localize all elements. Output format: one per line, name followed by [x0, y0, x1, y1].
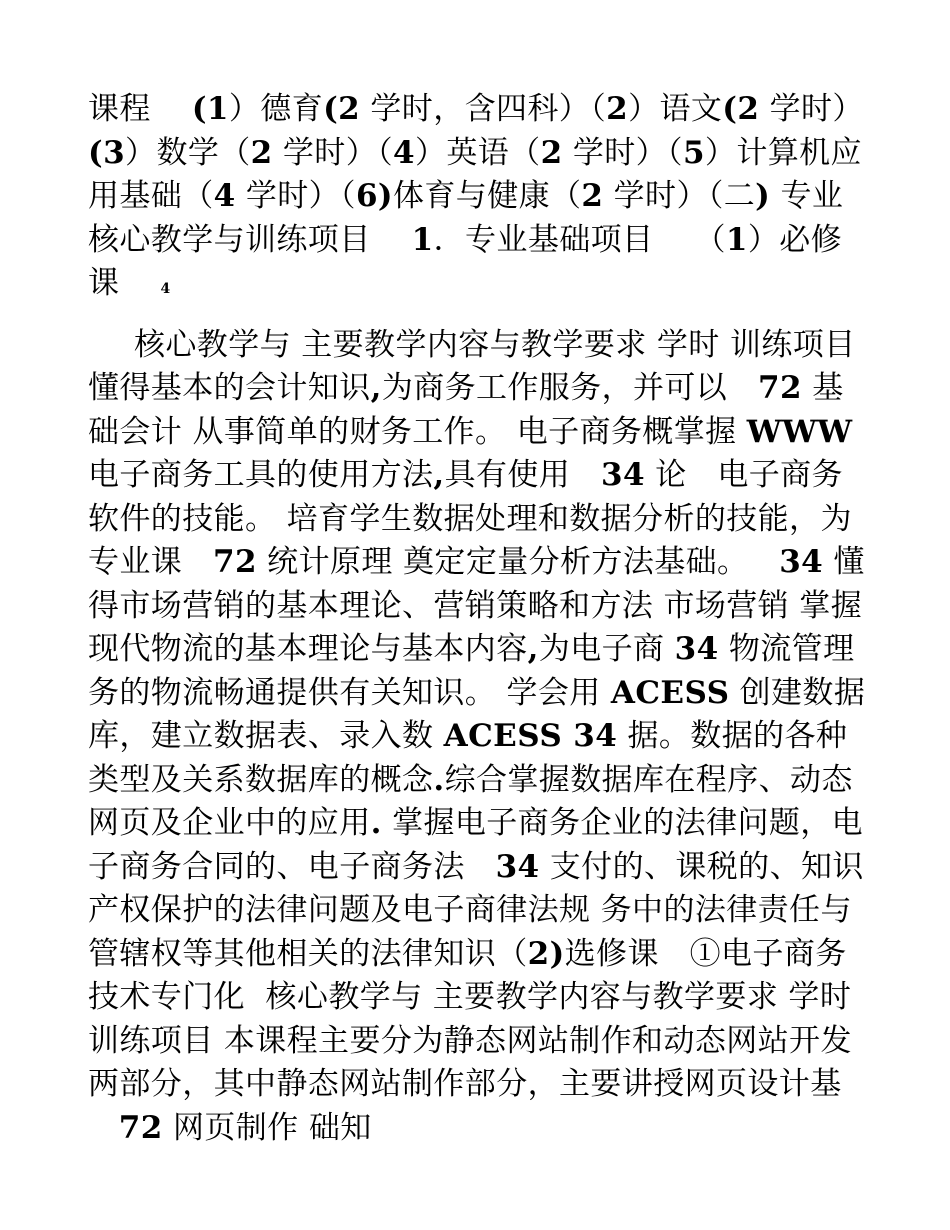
text-run: 电子商务软件的技能。 培育学生数据处理和数据分析的技能，为专业课	[88, 457, 852, 580]
bold-text-run: 72	[757, 370, 802, 406]
text-run: 学时）（	[235, 178, 356, 214]
bold-text-run: .	[370, 805, 382, 841]
text-gap	[570, 457, 601, 493]
bold-text-run: WWW	[746, 413, 853, 450]
text-run: ．专业基础项目	[433, 221, 654, 258]
text-gap	[727, 370, 758, 406]
bold-text-run: ,	[527, 631, 539, 667]
text-run: ①电子商务技术专门化	[88, 935, 847, 1015]
bold-text-run: 34	[674, 631, 719, 667]
text-gap	[465, 849, 496, 885]
bold-text-run: 5	[682, 134, 705, 171]
bold-text-run: 2	[250, 134, 273, 171]
text-run: 网页制作 础知	[162, 1109, 372, 1146]
text-run: 核心教学与 主要教学内容与教学要求 学时 训练项目 懂得基本的会计知识	[88, 326, 856, 406]
text-run: 电子商务工具的使用方法	[88, 457, 434, 493]
paragraph-course-list	[88, 88, 868, 312]
text-run: 体育与健康（	[393, 178, 582, 214]
bold-text-run: 4	[393, 134, 415, 171]
bold-text-run: 34	[600, 457, 645, 493]
bold-text-run: 1	[411, 221, 434, 258]
text-gap	[748, 544, 779, 580]
text-run: 懂得市场营销的基本理论、营销策略和方法 市场营销 掌握现代物流的基本理论与基本内容	[88, 544, 865, 667]
text-gap	[151, 91, 192, 127]
bold-text-run: 34	[779, 544, 824, 580]
bold-text-run: ACESS	[610, 674, 730, 711]
text-gap	[245, 979, 266, 1015]
text-run: 具有使用	[444, 457, 571, 493]
text-run: ）数学（	[125, 134, 251, 171]
text-run: 课程	[88, 91, 151, 127]
text-run: 综合掌握数据库在程序、动态网页及企业中的应用	[88, 761, 853, 841]
text-run: 学时，含四科）（	[360, 91, 607, 127]
bold-text-run: 72	[118, 1109, 163, 1146]
text-gap	[659, 936, 690, 972]
text-gap	[88, 1110, 119, 1146]
text-run: 创建数据库，建立数据表、录入数	[88, 674, 866, 754]
text-run: 掌握电子商务企业的法律问题，电子商务合同的、电子商务法	[88, 805, 864, 885]
text-run: 论	[644, 457, 687, 493]
paragraph-core-teaching	[88, 324, 868, 1151]
bold-text-run: ,	[433, 457, 445, 493]
text-run: （	[694, 221, 726, 258]
text-run: 学时）（	[562, 134, 683, 171]
text-gap	[119, 265, 160, 301]
bold-text-run: 34	[495, 848, 540, 885]
text-run: 统计原理 奠定定量分析方法基础。	[256, 544, 749, 580]
text-gap	[687, 457, 718, 493]
bold-text-run: 2	[581, 178, 604, 214]
text-run: ）德育	[228, 91, 324, 127]
bold-text-run: 72	[212, 544, 257, 580]
text-gap	[371, 222, 412, 258]
text-run: ）必修课	[88, 221, 843, 301]
text-run: 基础会计 从事简单的财务工作。 电子商务概掌握	[88, 370, 844, 450]
text-run: 专业核心教学与训练项目	[88, 178, 844, 258]
bold-text-run: 2	[606, 91, 629, 127]
bold-text-run: .	[433, 761, 445, 798]
bold-text-run: ,	[370, 370, 382, 406]
text-run: 为电子商	[538, 631, 675, 667]
bold-text-run: (2	[323, 91, 361, 127]
bold-text-run: 4	[213, 178, 236, 214]
text-run: 学时）	[759, 91, 864, 127]
text-run: 支付的、课税的、知识产权保护的法律问题及电子商律法规 务中的法律责任与管辖权等其他相关的法律知识（	[88, 848, 864, 972]
bold-text-run: (1	[191, 91, 229, 127]
page-marker: 4	[160, 281, 171, 297]
text-run: 学时）（二	[603, 178, 756, 214]
bold-text-run: 1	[725, 221, 748, 258]
bold-text-run: (3	[88, 134, 126, 171]
text-run: ）计算机应用基础（	[88, 134, 862, 214]
bold-text-run: ACESS 34	[443, 718, 618, 754]
bold-text-run: 2)	[527, 935, 565, 972]
text-run: 为商务工作服务，并可以	[381, 370, 728, 406]
bold-text-run: 6)	[355, 178, 393, 214]
text-run: 选修课	[564, 935, 659, 972]
text-run: 核心教学与 主要教学内容与教学要求 学时 训练项目 本课程主要分为静态网站制作和动态网站开发两部分，其中静态网站制作部分，主要讲授网页设计基	[88, 979, 852, 1102]
text-run: 据。数据的各种类型及关系数据库的概念	[88, 718, 848, 798]
text-gap	[653, 222, 694, 258]
text-run: 学时）（	[272, 134, 393, 171]
bold-text-run: 2	[540, 134, 563, 171]
bold-text-run: (2	[722, 91, 760, 127]
bold-text-run: )	[755, 178, 771, 214]
text-run: ）英语（	[414, 134, 541, 171]
document-page	[88, 88, 868, 1150]
text-run: 物流管理 务的物流畅通提供有关知识。 学会用	[88, 631, 855, 711]
text-gap	[182, 544, 213, 580]
text-run: ）语文	[628, 91, 723, 127]
